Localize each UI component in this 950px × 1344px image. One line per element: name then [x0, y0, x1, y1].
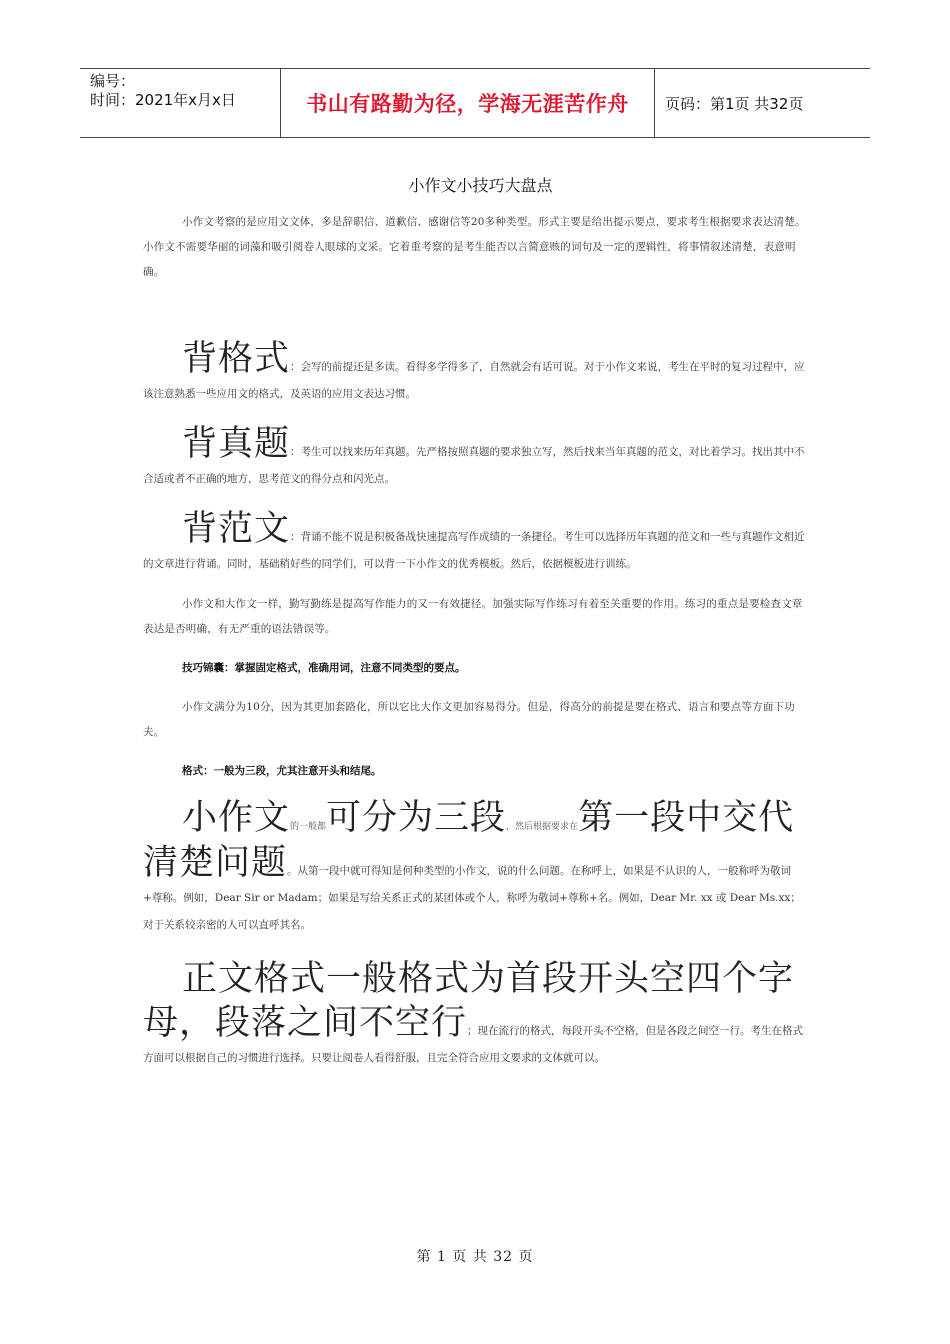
section-text: ：背诵不能不说是积极备战快速提高写作成绩的一条捷径。考生可以选择历年真题的范文和一些与真题作文相近的文章进行背诵。同时，基础稍好些的同学们，可以背一下小作文的优秀模板。然后，依据模板进行训练。	[143, 531, 805, 570]
practice-paragraph: 小作文和大作文一样，勤写勤练是提高写作能力的又一有效捷径。加强实际写作练习有着至关重要的作用。练习的重点是要检查文章表达是否明确，有无严重的语法错误等。	[143, 598, 803, 635]
score-paragraph: 小作文满分为10分，因为其更加套路化，所以它比大作文更加容易得分。但是，得高分的前提是要在格式、语言和要点等方面下功夫。	[143, 701, 795, 738]
tip-line: 技巧锦囊：掌握固定格式，准确用词，注意不同类型的要点。	[182, 662, 466, 674]
spacer	[143, 285, 808, 337]
spacer	[143, 784, 808, 796]
section-text: 。从第一段中就可得知是何种类型的小作文，说的什么问题。在称呼上，如果是不认识的人，一般称呼为敬词+尊称。例如，Dear Sir or Madam；如果是写给关系正式的某团体或个人，称呼为敬词+尊称+名。例如，Dear Mr. xx 或 Dear Ms.xx；对于关系较亲密的人可以直呼其名。	[143, 865, 801, 931]
spacer	[143, 493, 808, 507]
header-page-cell	[655, 69, 870, 137]
section-heading: 背真题	[182, 424, 291, 464]
spacer	[143, 681, 808, 695]
section-text: ：会写的前提还是多读。看得多学得多了，自然就会有话可说。对于小作文来说，考生在平时的复习过程中，应该注意熟悉一些应用文的格式，及英语的应用文表达习惯。	[143, 361, 805, 400]
section-recite-model	[143, 507, 808, 578]
section-small-text: 的一般都	[290, 822, 327, 832]
section-heading-part: 第一段中交代清楚问题	[143, 798, 795, 883]
section-small-text: ，然后根据要求在	[506, 822, 579, 832]
section-heading: 背格式	[182, 339, 291, 379]
section-three-paragraphs	[143, 796, 808, 939]
document-body	[143, 170, 808, 1072]
spacer	[143, 578, 808, 592]
section-text: ；现在流行的格式，每段开头不空格，但是各段之间空一行。考生在格式方面可以根据自己的习惯进行选择。只要让阅卷人看得舒服，且完全符合应用文要求的文体就可以。	[143, 1025, 804, 1064]
document-title: 小作文小技巧大盘点	[408, 176, 553, 195]
page-header	[80, 68, 870, 138]
format-line: 格式：一般为三段，尤其注意开头和结尾。	[182, 765, 382, 777]
section-heading-part: 可分为三段	[326, 798, 507, 838]
number-label: 编号：	[90, 72, 136, 90]
header-motto-cell	[281, 69, 655, 137]
section-text: ：考生可以找来历年真题。先严格按照真题的要求独立写，然后找来当年真题的范文，对比着学习。找出其中不合适或者不正确的地方，思考范文的得分点和闪光点。	[143, 446, 805, 485]
spacer	[143, 745, 808, 759]
section-body-format	[143, 957, 808, 1072]
section-heading-part: 小作文	[182, 798, 291, 838]
page-footer: 第 1 页 共 32 页	[416, 1249, 534, 1265]
date-label: 时间：2021年x月x日	[90, 91, 236, 109]
section-heading: 背范文	[182, 509, 291, 549]
intro-paragraph: 小作文考察的是应用文文体，多是辞职信、道歉信、感谢信等20多种类型。形式主要是给出提示要点，要求考生根据要求表达清楚。小作文不需要华丽的词藻和吸引阅卷人眼球的文采。它着重考察的是考生能否以言简意赅的词句及一定的逻辑性，将事情叙述清楚，表意明确。	[143, 216, 806, 278]
header-meta-cell	[80, 69, 281, 137]
section-heading: 正文格式一般格式为首段开头空四个字母，段落之间不空行	[143, 959, 795, 1043]
page-info: 页码：第1页 共32页	[665, 94, 804, 113]
spacer	[143, 642, 808, 656]
spacer	[143, 408, 808, 422]
spacer	[143, 939, 808, 957]
motto-text: 书山有路勤为径，学海无涯苦作舟	[306, 92, 629, 116]
section-recite-exam	[143, 422, 808, 493]
section-recite-format	[143, 337, 808, 408]
